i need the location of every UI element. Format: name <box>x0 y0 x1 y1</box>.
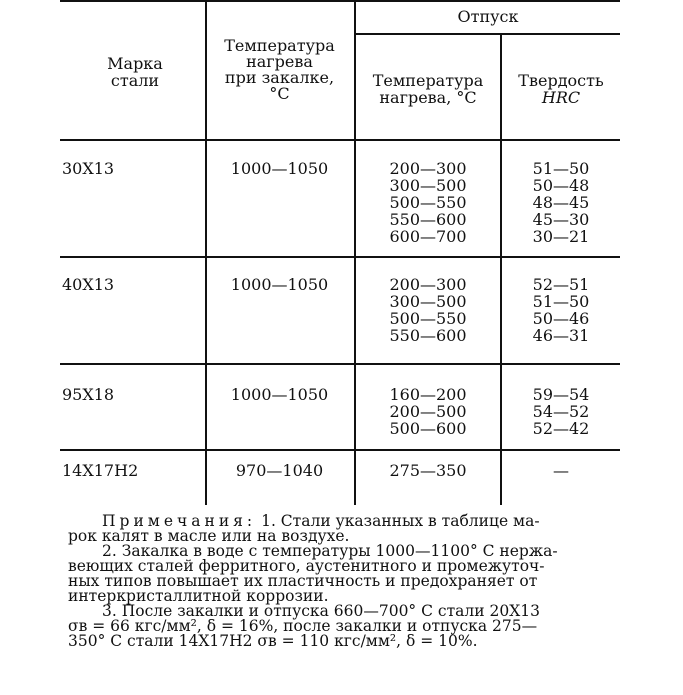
row2-grade: 40Х13 <box>62 275 115 294</box>
row-rule-1 <box>60 256 620 258</box>
row3-temper-temps: 160—200 200—500 500—600 <box>389 385 467 438</box>
row3-quench: 1000—1050 <box>230 385 329 404</box>
row3-hardness: 59—54 54—52 52—42 <box>532 385 590 438</box>
header-bottom-rule <box>60 139 620 141</box>
note-3: 3. После закалки и отпуска 660—700° С стали 20Х13 <box>102 602 540 620</box>
header-hardness: Твердость HRC <box>518 71 604 107</box>
row-rule-3 <box>60 449 620 451</box>
row2-hardness: 52—51 51—50 50—46 46—31 <box>532 275 590 345</box>
notes-title: Примечания: <box>102 512 257 530</box>
row4-grade: 14Х17Н2 <box>62 461 139 480</box>
header-grade: Марка стали <box>107 54 163 90</box>
row3-grade: 95Х18 <box>62 385 115 404</box>
header-tempering: Отпуск <box>457 7 519 26</box>
row4-hardness: — <box>553 461 569 480</box>
table-top-rule <box>60 0 620 2</box>
row2-quench: 1000—1050 <box>230 275 329 294</box>
header-quench-temp: Температура нагрева при закалке, °C <box>224 36 335 103</box>
header-temper-temp: Температура нагрева, °C <box>372 71 484 107</box>
row-rule-2 <box>60 363 620 365</box>
row1-hardness: 51—50 50—48 48—45 45—30 30—21 <box>532 159 590 246</box>
row1-temper-temps: 200—300 300—500 500—550 550—600 600—700 <box>389 159 467 246</box>
note-2: 2. Закалка в воде с температуры 1000—1100° С нержа- <box>102 542 558 560</box>
tempering-subheader-rule <box>354 33 620 35</box>
row4-temper-temps: 275—350 <box>389 461 467 480</box>
row4-quench: 970—1040 <box>235 461 324 480</box>
note-1: Примечания: 1. Стали указанных в таблице ма- <box>102 512 540 530</box>
row1-grade: 30Х13 <box>62 159 115 178</box>
row2-temper-temps: 200—300 300—500 500—550 550—600 <box>389 275 467 345</box>
notes-block: Примечания: 1. Стали указанных в таблице ма- рок калят в масле или на воздухе. 2. Закалка в воде с температуры 1000—1100° С нержа- веющих сталей ферритного, аустенитного и промежуточ- ных типов повышает их пластичность и предохраняет от интеркристаллитной коррозии. 3. После закалки и отпуска 660—700° С стали 20Х13 σв = 66 кгс/мм², δ = 16%, после закалки и отпуска 275— 350° С стали 14Х17Н2 σв = 110 кгс/мм², δ = 10%. <box>68 514 633 649</box>
row1-quench: 1000—1050 <box>230 159 329 178</box>
